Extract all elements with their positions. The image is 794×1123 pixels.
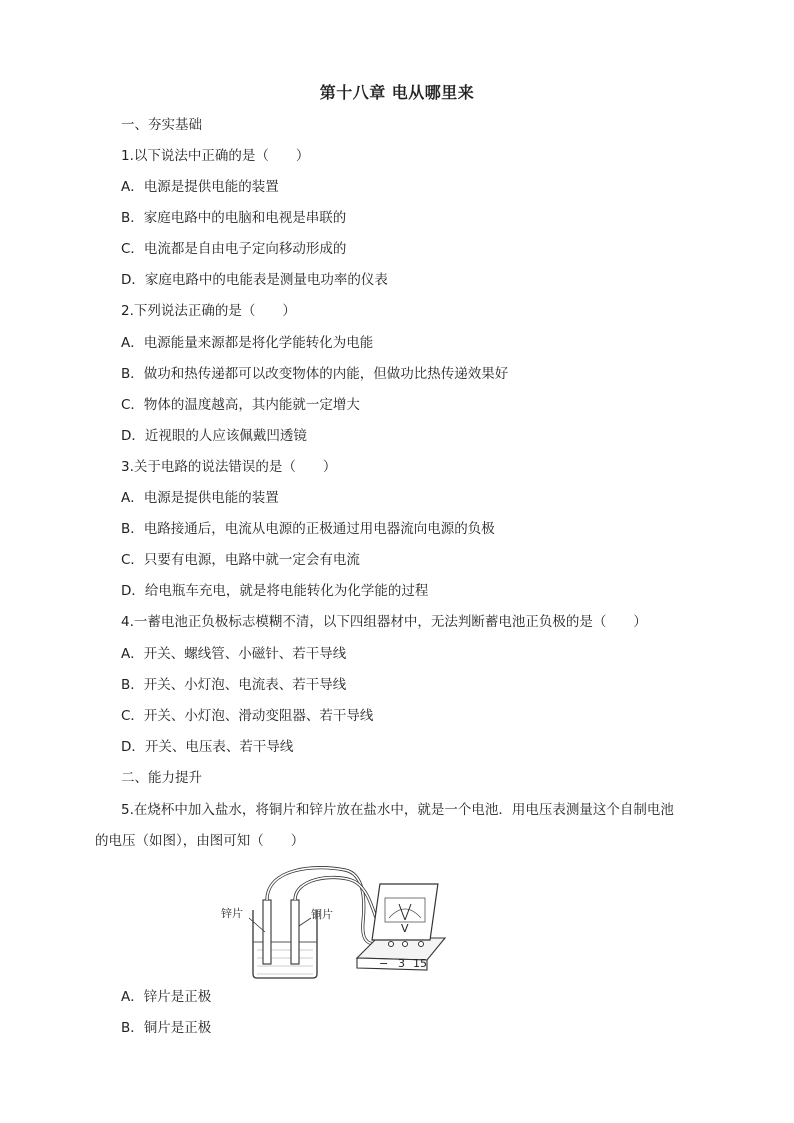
- option-c: C．电流都是自由电子定向移动形成的: [121, 241, 347, 257]
- terminal-15-label: 15: [413, 957, 427, 970]
- copper-leader: [299, 918, 311, 926]
- option-a: A．电源能量来源都是将化学能转化为电能: [121, 335, 374, 351]
- zinc-label: 锌片: [221, 907, 243, 920]
- option-d: D．近视眼的人应该佩戴凹透镜: [121, 428, 307, 444]
- copper-plate: [291, 900, 299, 964]
- question-stem-continued: 的电压（如图），由图可知（ ）: [95, 833, 305, 849]
- voltmeter-symbol: V: [401, 922, 409, 935]
- circuit-diagram: [215, 862, 455, 982]
- option-c: C．物体的温度越高，其内能就一定增大: [121, 397, 360, 413]
- terminal-3-post: [403, 942, 408, 947]
- option-b: B．铜片是正极: [121, 1020, 212, 1036]
- question-stem: 5.在烧杯中加入盐水，将铜片和锌片放在盐水中，就是一个电池．用电压表测量这个自制电池: [121, 802, 674, 818]
- copper-label: 铜片: [311, 908, 333, 921]
- question-stem: 1.以下说法中正确的是（ ）: [121, 148, 310, 164]
- terminal-15-post: [419, 942, 424, 947]
- battery-voltmeter-figure: [215, 862, 455, 982]
- option-d: D．开关、电压表、若干导线: [121, 739, 294, 755]
- option-c: C．开关、小灯泡、滑动变阻器、若干导线: [121, 708, 374, 724]
- terminal-minus-post: [389, 942, 394, 947]
- zinc-plate: [263, 900, 271, 964]
- option-b: B．电路接通后，电流从电源的正极通过用电器流向电源的负极: [121, 521, 495, 537]
- page-title: 第十八章 电从哪里来: [319, 83, 475, 102]
- option-a: A．开关、螺线管、小磁针、若干导线: [121, 646, 347, 662]
- option-b: B．开关、小灯泡、电流表、若干导线: [121, 677, 347, 693]
- option-b: B．做功和热传递都可以改变物体的内能，但做功比热传递效果好: [121, 366, 509, 382]
- option-a: A．锌片是正极: [121, 989, 212, 1005]
- option-d: D．给电瓶车充电，就是将电能转化为化学能的过程: [121, 583, 429, 599]
- voltmeter-dial: [385, 898, 425, 922]
- option-c: C．只要有电源，电路中就一定会有电流: [121, 552, 360, 568]
- section-heading: 一、夯实基础: [121, 117, 202, 133]
- option-b: B．家庭电路中的电脑和电视是串联的: [121, 210, 347, 226]
- terminal-3-label: 3: [398, 957, 405, 970]
- question-stem: 4.一蓄电池正负极标志模糊不清，以下四组器材中，无法判断蓄电池正负极的是（ ）: [121, 614, 647, 630]
- option-a: A．电源是提供电能的装置: [121, 179, 279, 195]
- option-a: A．电源是提供电能的装置: [121, 490, 279, 506]
- option-d: D．家庭电路中的电能表是测量电功率的仪表: [121, 272, 388, 288]
- question-stem: 2.下列说法正确的是（ ）: [121, 303, 296, 319]
- question-stem: 3.关于电路的说法错误的是（ ）: [121, 459, 337, 475]
- terminal-minus-label: −: [379, 957, 389, 970]
- section-heading: 二、能力提升: [121, 770, 202, 786]
